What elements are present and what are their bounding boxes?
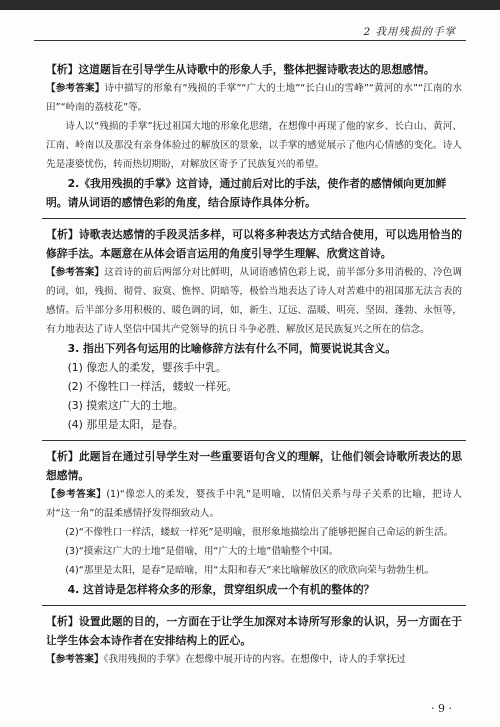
answer-1	[46, 79, 462, 117]
analysis-text: 设置此题的目的，一方面在于让学生加深对本诗所写形象的认识，另一方面在于让学生体会本诗作者在安排结构上的匠心。	[46, 615, 463, 647]
header-bar	[0, 0, 500, 10]
answer-3-item: (2)“不像牲口一样活，蝼蚁一样死”是明喻，很形象地描绘出了能够把握自己命运的新生活。	[65, 527, 454, 538]
analysis-1	[46, 60, 462, 79]
answer-text: 这首诗的前后两部分对比鲜明，从词语感情色彩上说，前半部分多用消极的、冷色调的词，如，残损、彻骨、寂寞、憔悴、阴暗等，极恰当地表达了诗人对苦难中的祖国那无法言表的感情。后半部分多用积极的、暖色调的词，如，新生、辽远、温暖、明亮、坚固、蓬勃、永恒等，有力地表达了诗人坚信中国共产党领导的抗日斗争必胜、解放区是民族复兴之所在的信念。	[46, 267, 463, 335]
answer-text: (1)“像恋人的柔发，婴孩手中乳”是明喻，以情侣关系与母子关系的比喻，把诗人对“这一角”的温柔感情抒发得细致动人。	[46, 489, 463, 519]
answer-tag: 【参考答案】	[46, 267, 105, 278]
header-rule	[34, 40, 466, 41]
answer-4	[46, 650, 462, 669]
answer-text: 诗中描写的形象有“残损的手掌”“广大的土地”“长白山的雪峰”“黄河的水”“江南的水田”“岭南的荔枝花”等。	[46, 83, 463, 113]
answer-tag: 【参考答案】	[46, 83, 105, 94]
answer-tag: 【参考答案】	[46, 489, 107, 500]
question-3-item: (1) 像恋人的柔发，婴孩手中乳。	[67, 361, 227, 374]
analysis-text: 诗歌表达感情的手段灵活多样，可以将多种表达方式结合使用，可以选用恰当的修辞手法。本题意在从体会语言运用的角度引导学生理解、欣赏这首诗。	[46, 228, 463, 260]
analysis-tag: 【析】	[46, 450, 79, 463]
chapter-title: 2 我用残损的手掌	[363, 26, 456, 38]
answer-3-item: (4)“那里是太阳，是春”是暗喻，用“太阳和春天”来比喻解放区的欣欣向荣与勃勃生机。	[65, 565, 435, 576]
question-3: 3. 指出下列各句运用的比喻修辞方法有什么不同，简要说说其含义。	[67, 342, 397, 355]
answer-1-paragraph-2: 诗人以“残损的手掌”抚过祖国大地的形象化思绪，在想像中再现了他的家乡、长白山、黄河、江南、岭南以及那没有亲身体验过的解放区的景象，以手掌的感觉展示了他内心情感的变化。诗人先是凄婆忧伤，转而热切期盼，对解放区寄予了民族复兴的希望。	[46, 121, 462, 170]
page-number: · 9 ·	[431, 702, 452, 715]
page-content	[46, 60, 462, 669]
answer-3-item: (3)“摸索这广大的土地”是借喻，用“广大的土地”借喻整个中国。	[65, 546, 339, 557]
analysis-2	[46, 225, 462, 263]
question-4: 4. 这首诗是怎样将众多的形象，贯穿组织成一个有机的整体的？	[67, 583, 375, 596]
analysis-tag: 【析】	[46, 615, 79, 628]
analysis-tag: 【析】	[46, 63, 79, 76]
section-divider	[42, 440, 466, 441]
analysis-3	[46, 447, 462, 485]
page-header	[0, 20, 500, 40]
analysis-text: 这道题旨在引导学生从诗歌中的形象人手，整体把握诗歌表达的思想感情。	[78, 63, 435, 76]
analysis-text: 此题旨在通过引导学生对一些重要语句含义的理解，让他们领会诗歌所表达的思想感情。	[46, 450, 463, 482]
answer-3	[46, 485, 462, 523]
section-divider	[42, 605, 466, 606]
question-3-item: (4) 那里是太阳，是春。	[67, 418, 184, 431]
answer-2	[46, 263, 462, 339]
answer-text: 《我用残损的手掌》在想像中展开诗的内容。在想像中，诗人的手掌抚过	[103, 654, 406, 665]
question-3-item: (2) 不像牲口一样活，蝼蚁一样死。	[67, 380, 238, 393]
analysis-tag: 【析】	[46, 228, 79, 241]
answer-tag: 【参考答案】	[46, 654, 104, 665]
section-divider	[42, 218, 466, 219]
analysis-4	[46, 612, 462, 650]
question-2: 2.《我用残损的手掌》这首诗，通过前后对比的手法，使作者的感情倾向更加鲜明。请从词语的感情色彩的角度，结合原诗作具体分析。	[46, 177, 447, 209]
question-3-item: (3) 摸索这广大的土地。	[67, 399, 184, 412]
